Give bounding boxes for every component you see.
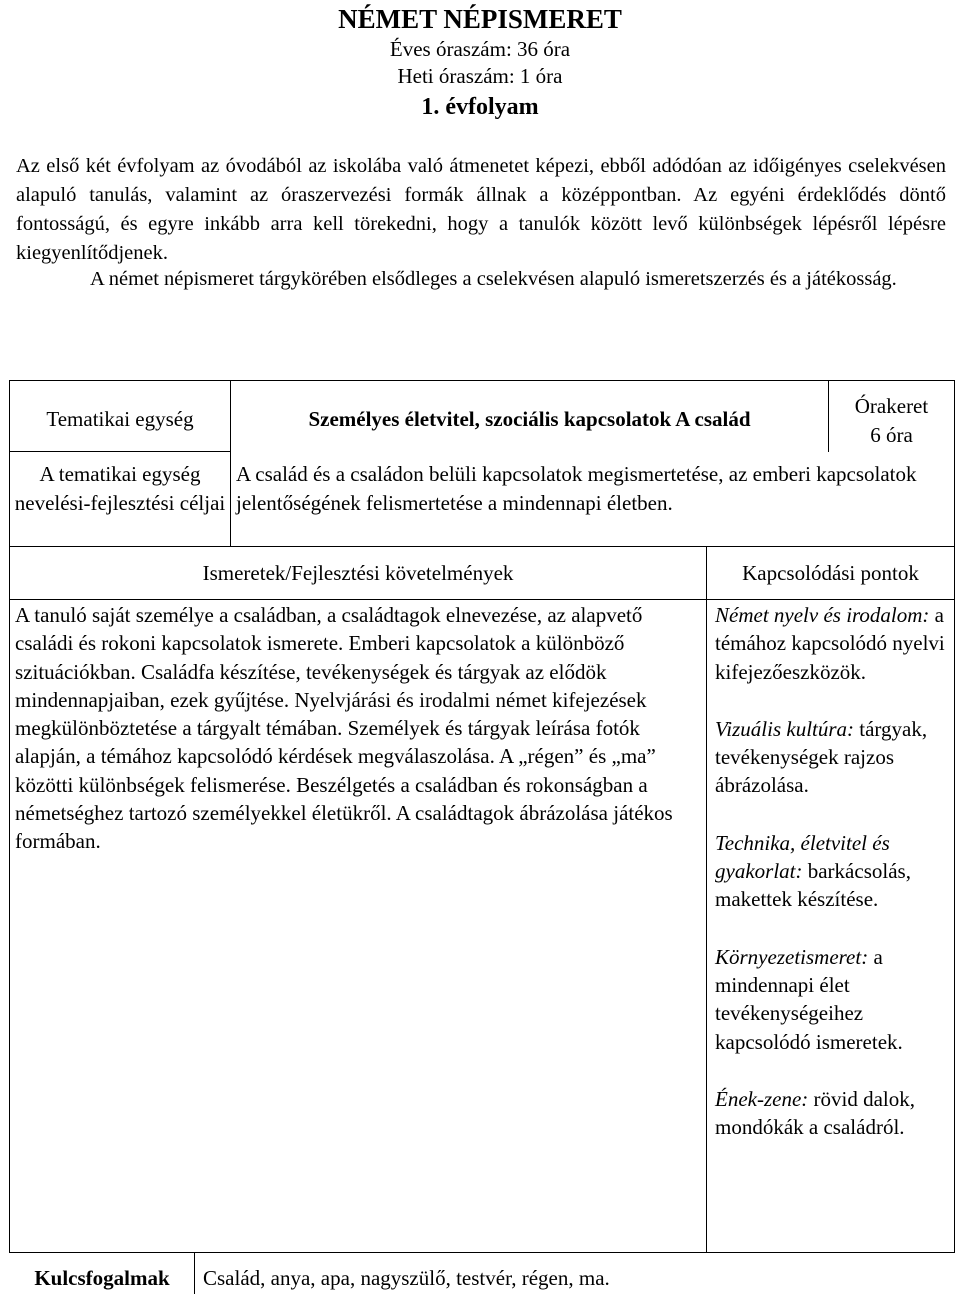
connection-item xyxy=(715,943,945,1056)
connection-item xyxy=(715,829,945,914)
hours-value: 6 óra xyxy=(870,423,913,447)
keywords-text: Család, anya, apa, nagyszülő, testvér, régen, ma. xyxy=(203,1266,610,1290)
connection-text: a témához kapcsolódó nyelvi kifejezőeszközök. xyxy=(715,603,945,684)
connection-subject: Vizuális kultúra: xyxy=(715,716,855,741)
connection-item xyxy=(715,715,945,800)
connections-list xyxy=(715,601,945,1141)
connection-item xyxy=(715,601,945,686)
connections-header: Kapcsolódási pontok xyxy=(742,561,919,585)
weekly-hours: Heti óraszám: 1 óra xyxy=(397,64,563,88)
unit-title: Személyes életvitel, szociális kapcsolatok A család xyxy=(308,407,751,431)
keywords-label: Kulcsfogalmak xyxy=(34,1266,170,1290)
connection-item xyxy=(715,1085,945,1142)
connection-text: a mindennapi élet tevékenységeihez kapcsolódó ismeretek. xyxy=(715,944,903,1054)
connection-subject: Német nyelv és irodalom: xyxy=(715,603,930,627)
connection-text: rövid dalok, mondókák a családról. xyxy=(715,1086,916,1140)
connection-subject: Ének-zene: xyxy=(715,1086,809,1111)
intro-paragraph-1: Az első két évfolyam az óvodából az iskolába való átmenetet képezi, ebből adódóan az időigényes cselekvésen alapuló tanulás, valamint az óraszervezési formák állnak a középpontban. Az egyéni érdeklődés döntő fontosságú, és egyre inkább arra kell törekedni, hogy a tanulók között levő különbségek lépésről lépésre kiegyenlítődjenek. xyxy=(16,155,946,264)
requirements-header: Ismeretek/Fejlesztési követelmények xyxy=(202,561,514,585)
connection-text: barkácsolás, makettek készítése. xyxy=(715,859,911,912)
hours-label: Órakeret xyxy=(854,394,929,418)
connection-subject: Környezetismeret: xyxy=(715,944,869,969)
annual-hours: Éves óraszám: 36 óra xyxy=(389,37,571,61)
document-title: NÉMET NÉPISMERET xyxy=(338,4,622,34)
connection-subject: Technika, életvitel és gyakorlat: xyxy=(715,830,890,884)
goals-label: A tematikai egység nevelési-fejlesztési céljai xyxy=(14,462,226,515)
connection-text: tárgyak, tevékenységek rajzos ábrázolása. xyxy=(715,716,928,798)
grade-heading: 1. évfolyam xyxy=(421,94,539,120)
unit-label: Tematikai egység xyxy=(46,407,194,431)
requirements-text: A tanuló saját személye a családban, a családtagok elnevezése, az alapvető családi és rokoni kapcsolatok ismerete. Emberi kapcsolatok a különböző szituációkban. Családfa készítése, tevékenységek és tárgyak az elődök mindennapjaiban, ezek gyűjtése. Nyelvjárási és irodalmi német kifejezések megkülönböztetése a tárgyalt témában. Személyek és tárgyak leírása fotók alapján, a témához kapcsolódó kérdések megválaszolása. A „régen” és „ma” közötti különbségek felismerése. Beszélgetés a családban és rokonságban a németséghez tartozó személyekkel életükről. A családtagok ábrázolása játékos formában. xyxy=(15,603,673,854)
intro-paragraph-2: A német népismeret tárgykörében elsődleges a cselekvésen alapuló ismeretszerzés és a játékosság. xyxy=(90,268,897,290)
goals-text: A család és a családon belüli kapcsolatok megismertetése, az emberi kapcsolatok jelentőségének felismertetése a mindennapi életben. xyxy=(236,462,917,515)
